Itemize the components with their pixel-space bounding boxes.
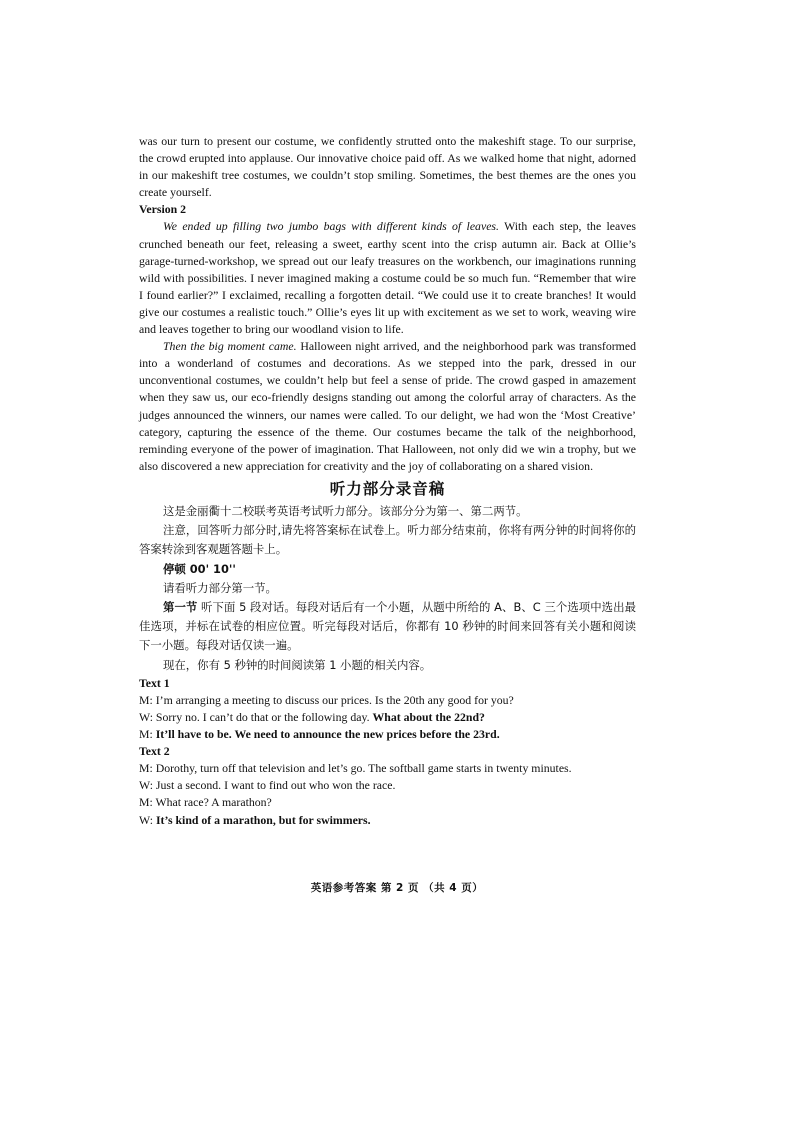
text1-label: Text 1: [139, 675, 170, 690]
text2-line-4: [139, 812, 636, 829]
text2-line-4-speaker: W:: [139, 812, 156, 827]
section-prompt: 请看听力部分第一节。: [163, 580, 277, 595]
reading-time-instruction: 现在，你有 5 秒钟的时间阅读第 1 小题的相关内容。: [163, 657, 432, 672]
text2-label: Text 2: [139, 744, 170, 759]
text2-line-3: M: What race? A marathon?: [139, 795, 272, 810]
text2-line-4-bold: It’s kind of a marathon, but for swimmers.: [155, 812, 371, 827]
text1-line-3: [139, 726, 636, 743]
version2-paragraph-1: [139, 218, 636, 338]
text1-line-1: M: I’m arranging a meeting to discuss our prices. Is the 20th any good for you?: [139, 692, 514, 707]
section1-text: 听下面 5 段对话。每段对话后有一个小题，从题中所给的 A、B、C 三个选项中选出最佳选项，并标在试卷的相应位置。听完每段对话后，你都有 10 秒钟的时间来回答有关小题和阅读下一小题。每段对话仅读一遍。: [139, 599, 636, 653]
version2-paragraph-2: [139, 338, 636, 475]
version2-label: Version 2: [139, 202, 187, 217]
text1-line-2-bold: What about the 22nd?: [372, 709, 485, 724]
text1-line-2-plain: W: Sorry no. I can’t do that or the following day.: [139, 709, 373, 724]
text1-line-3-speaker: M:: [139, 727, 156, 742]
text2-line-2: W: Just a second. I want to find out who won the race.: [139, 778, 396, 793]
text1-line-2: [139, 709, 636, 726]
version1-ending-paragraph: was our turn to present our costume, we confidently strutted onto the makeshift stage. To our surprise, the crowd erupted into applause. Our innovative choice paid off. As we walked home that night, adorned in our makeshift tree costumes, we couldn’t stop smiling. Sometimes, the best themes are the ones you create yourself.: [139, 134, 636, 200]
text2-line-1: M: Dorothy, turn off that television and let’s go. The softball game starts in twenty minutes.: [139, 761, 572, 776]
text1-line-3-bold: It’ll have to be. We need to announce the new prices before the 23rd.: [155, 727, 500, 742]
version2-p1-lead-sentence: We ended up filling two jumbo bags with different kinds of leaves.: [163, 219, 499, 234]
answer-content: [139, 133, 636, 829]
section1-label: 第一节: [163, 599, 198, 614]
page-footer: 英语参考答案 第 2 页 （共 4 页）: [310, 882, 484, 894]
version2-p2-body: Halloween night arrived, and the neighborhood park was transformed into a wonderland of costumes and decorations. As we stepped into the park, dressed in our unconventional costumes, we couldn’t help but feel a sense of pride. The crowd gasped in amazement when they saw us, our eco-friendly designs standing out among the colorful array of characters. As the judges announced the winners, our names were called. To our delight, we had won the ‘Most Creative’ category, capturing the essence of the theme. Our costumes became the talk of the neighborhood, reminding everyone of the power of imagination. That Halloween, not only did we win a trophy, but we also discovered a new appreciation for creativity and the joy of collaborating on a shared vision.: [139, 339, 636, 473]
listening-intro-2: 注意，回答听力部分时,请先将答案标在试卷上。听力部分结束前，你将有两分钟的时间将你的答案转涂到客观题答题卡上。: [139, 523, 636, 557]
pause-marker: 停顿 00' 10'': [163, 561, 236, 576]
section1-instructions: [139, 598, 636, 656]
listening-intro-1: 这是金丽衢十二校联考英语考试听力部分。该部分分为第一、第二两节。: [163, 503, 528, 518]
listening-script-heading: 听力部分录音稿: [329, 479, 446, 498]
version2-p1-body: With each step, the leaves crunched beneath our feet, releasing a sweet, earthy scent into the crisp autumn air. Back at Ollie’s garage-turned-workshop, we spread out our leafy treasures on the workbench, our imaginations running wild with possibilities. I never imagined making a costume could be so much fun. “Remember that wire I found earlier?” I exclaimed, recalling a forgotten detail. “We could use it to create branches! It would give our costumes a realistic touch.” Ollie’s eyes lit up with excitement as we set to work, weaving wire and leaves together to bring our woodland vision to life.: [139, 219, 636, 337]
version2-p2-lead-sentence: Then the big moment came.: [163, 339, 297, 354]
